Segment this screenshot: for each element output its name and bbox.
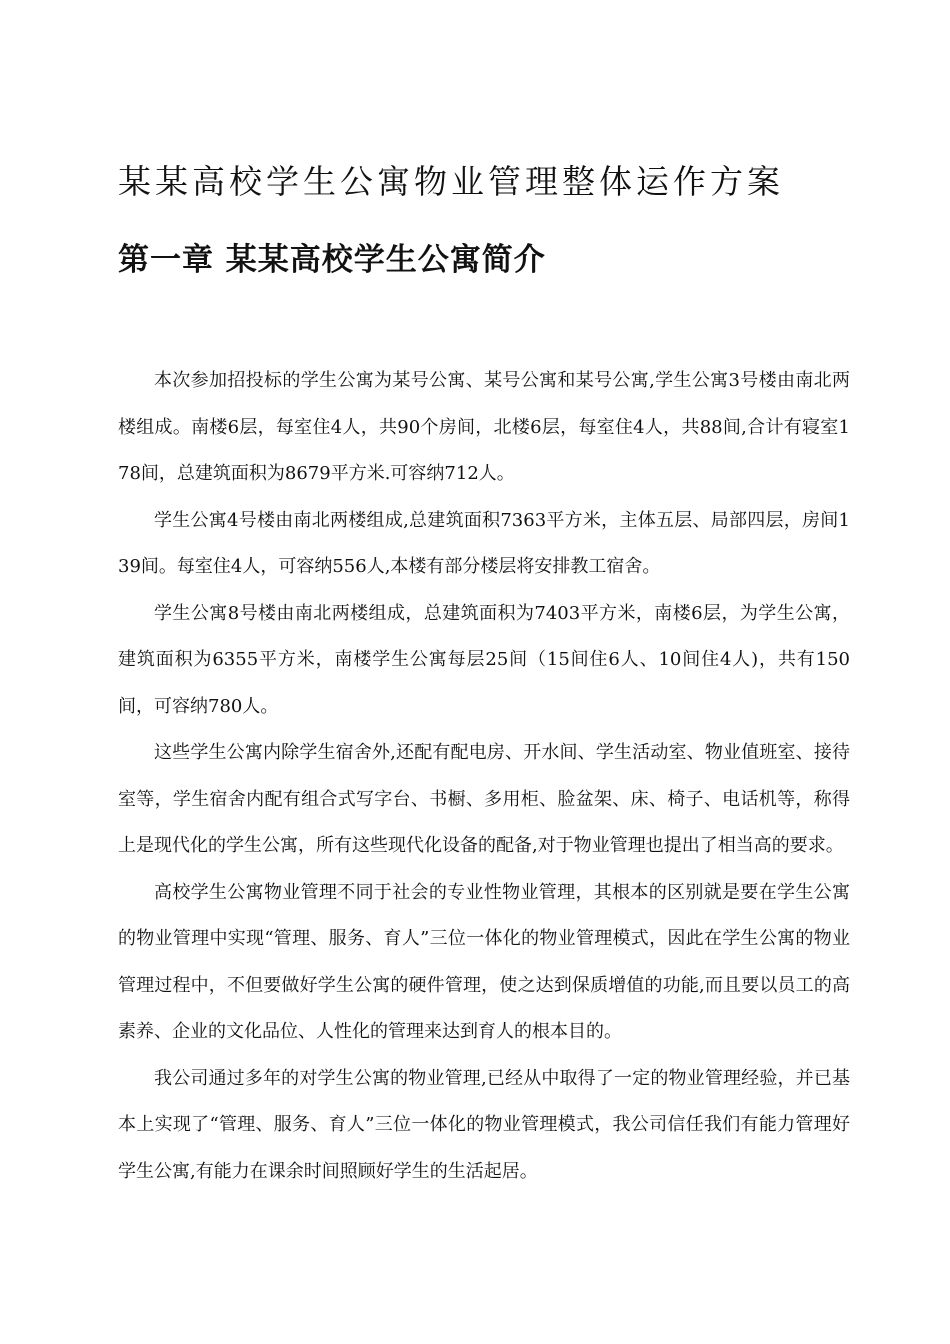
document-body: [118, 358, 850, 1195]
paragraph-facilities: 这些学生公寓内除学生宿舍外,还配有配电房、开水间、学生活动室、物业值班室、接待室等，学生宿舍内配有组合式写字台、书橱、多用柜、脸盆架、床、椅子、电话机等，称得上是现代化的学生公寓，所有这些现代化设备的配备,对于物业管理也提出了相当高的要求。: [118, 742, 850, 856]
paragraph-building-8: 学生公寓8号楼由南北两楼组成，总建筑面积为7403平方米，南楼6层，为学生公寓，建筑面积为6355平方米，南楼学生公寓每层25间（15间住6人、10间住4人)，共有150间，可容纳780人。: [118, 602, 850, 717]
paragraph-company-experience: 我公司通过多年的对学生公寓的物业管理,已经从中取得了一定的物业管理经验，并已基本上实现了“管理、服务、育人”三位一体化的物业管理模式，我公司信任我们有能力管理好学生公寓,有能力在课余时间照顾好学生的生活起居。: [118, 1067, 850, 1182]
paragraph-building-4: 学生公寓4号楼由南北两楼组成,总建筑面积7363平方米，主体五层、局部四层，房间139间。每室住4人，可容纳556人,本楼有部分楼层将安排教工宿舍。: [118, 509, 850, 577]
document-title: 某某高校学生公寓物业管理整体运作方案: [118, 162, 784, 201]
chapter-title: 第一章 某某高校学生公寓简介: [118, 242, 546, 278]
paragraph-building-3: 本次参加招投标的学生公寓为某号公寓、某号公寓和某号公寓,学生公寓3号楼由南北两楼组成。南楼6层，每室住4人，共90个房间，北楼6层，每室住4人，共88间,合计有寝室178间，总建筑面积为8679平方米.可容纳712人。: [118, 370, 850, 484]
paragraph-management-model: 高校学生公寓物业管理不同于社会的专业性物业管理，其根本的区别就是要在学生公寓的物业管理中实现“管理、服务、育人”三位一体化的物业管理模式，因此在学生公寓的物业管理过程中，不但要做好学生公寓的硬件管理，使之达到保质增值的功能,而且要以员工的高素养、企业的文化品位、人性化的管理来达到育人的根本目的。: [118, 881, 850, 1042]
